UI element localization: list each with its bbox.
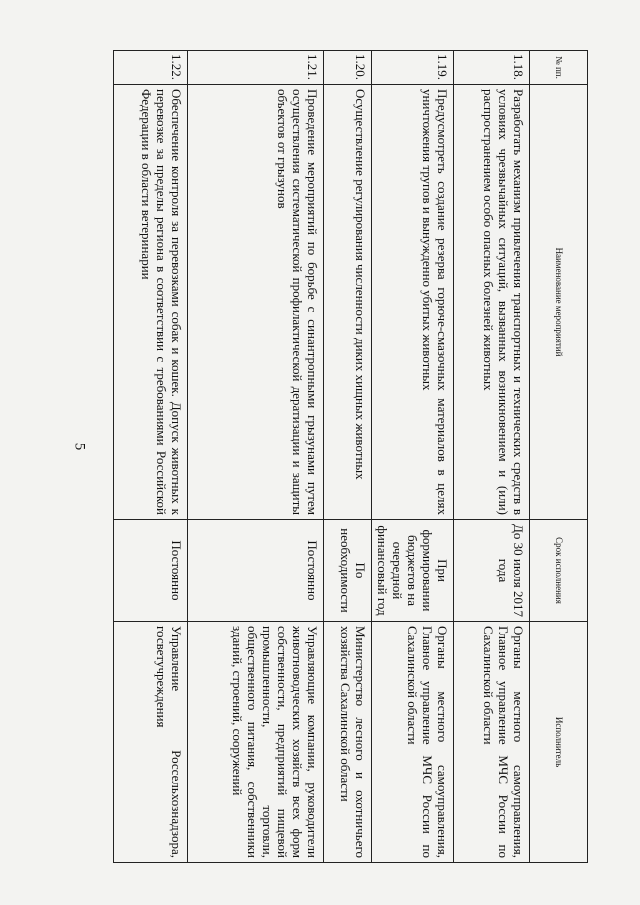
- row-term: По необходимости: [324, 520, 372, 622]
- row-num: 1.21.: [188, 51, 324, 85]
- row-executor: Управляющие компании, руководители животноводческих хозяйств всех форм собственности, предприятий пищевой промышленности, торговли, общественного питания, собственники зданий, строений, сооружений: [188, 622, 324, 863]
- row-term: При формировании бюджетов на очередной финансовый год: [372, 520, 454, 622]
- row-term: Постоянно: [188, 520, 324, 622]
- table-row: [324, 51, 372, 863]
- row-num: 1.19.: [372, 51, 454, 85]
- table-row: [114, 51, 188, 863]
- row-name: Разработать механизм привлечения транспортных и технических средств в условиях чрезвычайных ситуаций, вызванных возникновением и (или) распространением особо опасных болезней животных: [454, 85, 530, 520]
- row-executor: Органы местного самоуправления, Главное управление МЧС России по Сахалинской области: [454, 622, 530, 863]
- table-header-row: [530, 51, 588, 863]
- row-term: До 30 июля 2017 года: [454, 520, 530, 622]
- header-name: Наименование мероприятий: [530, 85, 588, 520]
- table-row: [372, 51, 454, 863]
- row-term: Постоянно: [114, 520, 188, 622]
- table-row: [454, 51, 530, 863]
- header-num: № пп.: [530, 51, 588, 85]
- row-name: Предусмотреть создание резерва горюче-смазочных материалов в целях уничтожения трупов и вынужденно убитых животных: [372, 85, 454, 520]
- row-name: Обеспечение контроля за перевозками собак и кошек. Допуск животных к перевозке за пределы региона в соответствии с требованиями Российской Федерации в области ветеринарии: [114, 85, 188, 520]
- row-num: 1.20.: [324, 51, 372, 85]
- table-row: [188, 51, 324, 863]
- row-num: 1.18.: [454, 51, 530, 85]
- row-name: Проведение мероприятий по борьбе с синантропными грызунами путем осуществления систематической профилактической дератизации и защиты объектов от грызунов: [188, 85, 324, 520]
- measures-table: [113, 50, 588, 863]
- row-executor: Министерство лесного и охотничьего хозяйства Сахалинской области: [324, 622, 372, 863]
- header-term: Срок исполнения: [530, 520, 588, 622]
- page-number: 5: [71, 442, 88, 451]
- row-executor: Органы местного самоуправления, Главное управление МЧС России по Сахалинской области: [372, 622, 454, 863]
- row-executor: Управление Россельхознадзора, госветучреждения: [114, 622, 188, 863]
- rotated-table-wrapper: [118, 50, 588, 862]
- header-executor: Исполнитель: [530, 622, 588, 863]
- row-num: 1.22.: [114, 51, 188, 85]
- row-name: Осуществление регулирования численности диких хищных животных: [324, 85, 372, 520]
